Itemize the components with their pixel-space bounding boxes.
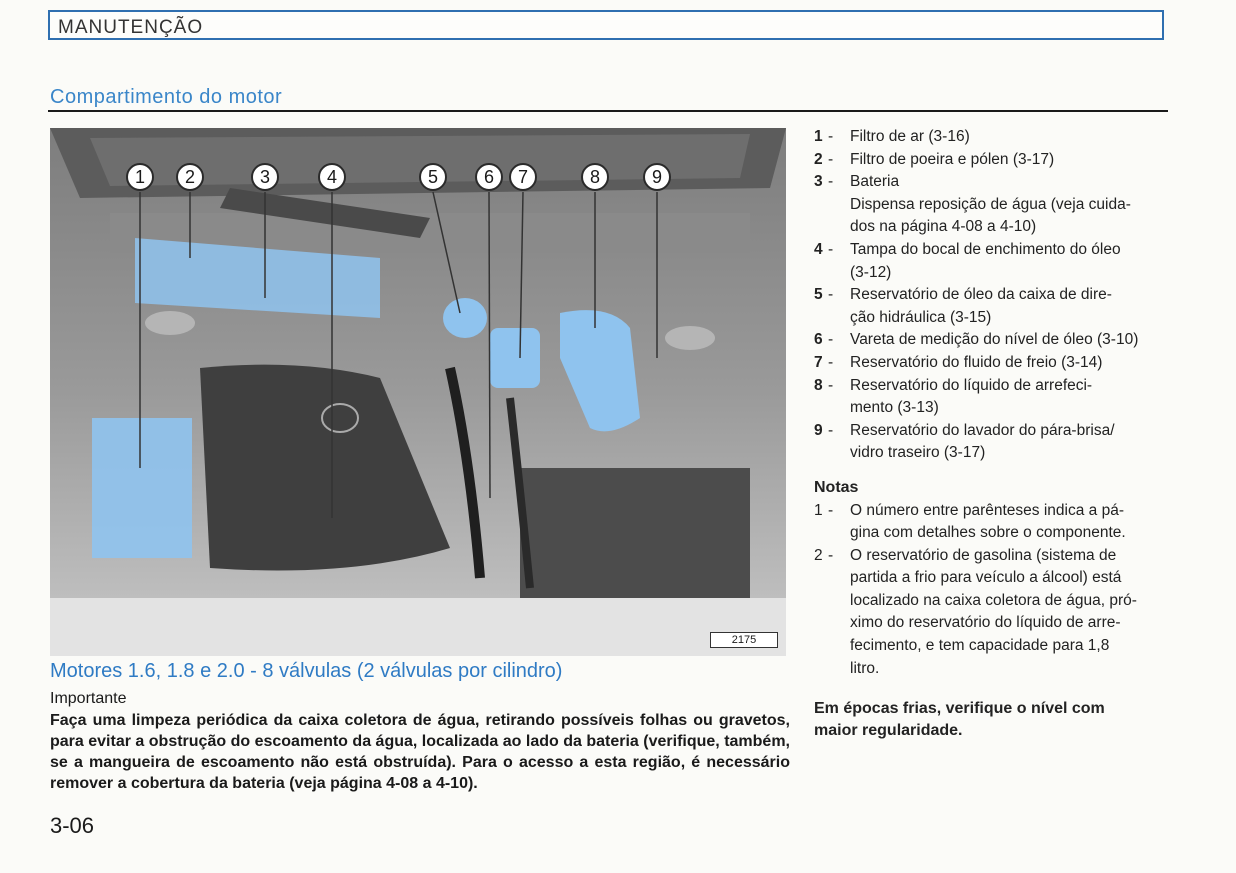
note-item: 1 - O número entre parênteses indica a pá- gina com detalhes sobre o componente. <box>814 500 1170 545</box>
engine-illustration <box>50 128 786 656</box>
cold-weather-warning <box>814 698 1170 742</box>
legend-item-text: dos na página 4-08 a 4-10) <box>850 218 1037 236</box>
note-number: 1 <box>814 501 823 519</box>
legend-item: 8 - Reservatório do líquido de arrefeci- mento (3-13) <box>814 375 1170 420</box>
note-text: partida a frio para veículo a álcool) está <box>850 569 1122 587</box>
note-text: litro. <box>850 659 880 677</box>
note-text: O número entre parênteses indica a pá- <box>850 501 1124 519</box>
note-text: localizado na caixa coletora de água, pró- <box>850 591 1137 609</box>
note-number: 2 <box>814 546 823 564</box>
callout-1: 1 <box>126 163 154 191</box>
legend-item-text: Reservatório do lavador do pára-brisa/ <box>850 421 1115 439</box>
importante-label: Importante <box>50 690 127 707</box>
legend-item-number: 2 <box>814 150 823 168</box>
header-box <box>48 10 1164 40</box>
motors-title: Motores 1.6, 1.8 e 2.0 - 8 válvulas (2 válvulas por cilindro) <box>50 660 563 682</box>
legend-item-number: 6 <box>814 331 823 349</box>
legend-item: 9 - Reservatório do lavador do pára-brisa/ vidro traseiro (3-17) <box>814 420 1170 465</box>
legend-item: 5 - Reservatório de óleo da caixa de dire- ção hidráulica (3-15) <box>814 284 1170 329</box>
note-text: gina com detalhes sobre o componente. <box>850 524 1126 542</box>
legend-item-text: ção hidráulica (3-15) <box>850 308 992 326</box>
callout-5: 5 <box>419 163 447 191</box>
legend-item: 3 - Bateria Dispensa reposição de água (veja cuida- dos na página 4-08 a 4-10) <box>814 171 1170 239</box>
cold-warning-line: maior regularidade. <box>814 722 963 740</box>
legend-item: 4 - Tampa do bocal de enchimento do óleo (3-12) <box>814 239 1170 284</box>
legend-item-number: 4 <box>814 240 823 258</box>
note-text: O reservatório de gasolina (sistema de <box>850 546 1117 564</box>
legend-item: 7 - Reservatório do fluido de freio (3-14) <box>814 352 1170 375</box>
legend-item-text: Filtro de ar (3-16) <box>850 128 970 145</box>
callout-4: 4 <box>318 163 346 191</box>
section-title: Compartimento do motor <box>50 86 283 108</box>
legend-item-text: mento (3-13) <box>850 399 939 417</box>
legend-item-text: Vareta de medição do nível de óleo (3-10) <box>850 331 1139 349</box>
legend-item-number: 3 <box>814 173 823 191</box>
header-title: MANUTENÇÃO <box>58 17 204 38</box>
component-legend <box>814 126 1170 742</box>
legend-item-number: 8 <box>814 376 823 394</box>
figure-number: 2175 <box>710 632 778 648</box>
legend-item: 2 - Filtro de poeira e pólen (3-17) <box>814 149 1170 172</box>
note-text: ximo do reservatório do líquido de arre- <box>850 614 1121 632</box>
note-text: fecimento, e tem capacidade para 1,8 <box>850 637 1110 655</box>
legend-item-number: 1 <box>814 128 823 145</box>
legend-item: 1 - Filtro de ar (3-16) <box>814 126 1170 149</box>
engine-photo <box>50 128 786 656</box>
importante-text: Faça uma limpeza periódica da caixa coletora de água, retirando possíveis folhas ou gravetos, para evitar a obstrução do escoamento da água, localizada ao lado da bateria (verifique, também, se a mangueira de escoamento não está obstruída). Para o acesso a esta região, é necessário remover a cobertura da bateria (veja página 4-08 a 4-10). <box>50 712 790 792</box>
callout-9: 9 <box>643 163 671 191</box>
legend-item-text: Dispensa reposição de água (veja cuida- <box>850 195 1131 213</box>
cold-warning-line: Em épocas frias, verifique o nível com <box>814 700 1105 718</box>
callout-3: 3 <box>251 163 279 191</box>
legend-item-text: Reservatório de óleo da caixa de dire- <box>850 286 1112 304</box>
legend-item-text: (3-12) <box>850 263 892 281</box>
section-divider <box>48 110 1168 112</box>
legend-item-text: Filtro de poeira e pólen (3-17) <box>850 150 1055 168</box>
page-number: 3-06 <box>50 813 95 838</box>
notes-title: Notas <box>814 478 859 496</box>
legend-item-text: Tampa do bocal de enchimento do óleo <box>850 240 1121 258</box>
callout-7: 7 <box>509 163 537 191</box>
legend-item-text: vidro traseiro (3-17) <box>850 444 986 462</box>
legend-item-number: 7 <box>814 353 823 371</box>
callout-8: 8 <box>581 163 609 191</box>
legend-item: 6 - Vareta de medição do nível de óleo (3-10) <box>814 329 1170 352</box>
note-item: 2 - O reservatório de gasolina (sistema de partida a frio para veículo a álcool) está localizado na caixa coletora de água, pró- ximo do reservatório do líquido de arre- fecimento, e tem capacidade para 1,8 litro. <box>814 545 1170 681</box>
legend-item-number: 9 <box>814 421 823 439</box>
callout-2: 2 <box>176 163 204 191</box>
callout-6: 6 <box>475 163 503 191</box>
legend-item-number: 5 <box>814 286 823 304</box>
legend-item-text: Reservatório do fluido de freio (3-14) <box>850 353 1103 371</box>
legend-item-text: Bateria <box>850 173 900 191</box>
legend-item-text: Reservatório do líquido de arrefeci- <box>850 376 1093 394</box>
